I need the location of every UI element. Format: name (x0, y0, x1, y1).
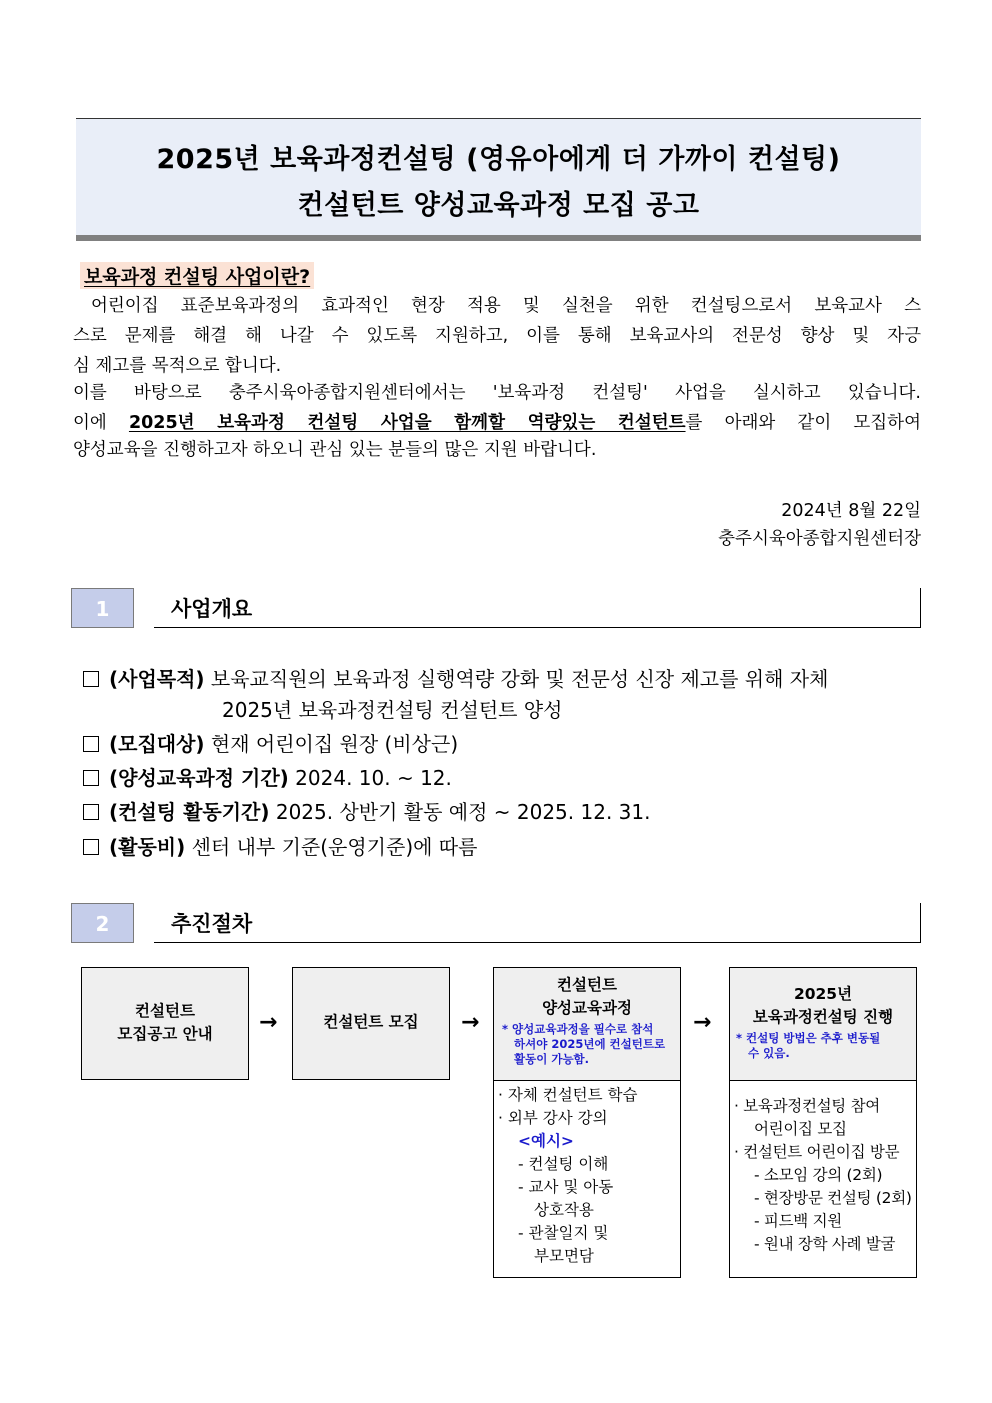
item-text: 2025. 상반기 활동 예정 ~ 2025. 12. 31. (275, 800, 651, 824)
flow-step-2 (292, 967, 450, 1080)
section-number-badge: 2 (71, 903, 134, 943)
checkbox-icon (83, 804, 99, 820)
flow-step-4-details (729, 1080, 917, 1278)
step-line: 컨설턴트 모집 (323, 1013, 419, 1031)
flow-step-4 (729, 967, 917, 1081)
step-line: 2025년 (793, 985, 853, 1003)
item-text: 보육교직원의 보육과정 실행역량 강화 및 전문성 신장 제고를 위해 자체 (210, 667, 829, 691)
checkbox-icon (83, 839, 99, 855)
intro-paragraph-line: 어린이집 표준보육과정의 효과적인 현장 적용 및 실천을 위한 컨설팅으로서 보육교사 스 (91, 296, 921, 316)
flow-step-3 (493, 967, 681, 1081)
intro-paragraph-line (73, 408, 921, 438)
step-note: * 컨설팅 방법은 추후 변동될 수 있음. (736, 1031, 881, 1060)
intro-suffix: 를 아래와 같이 모집하여 (685, 413, 921, 433)
overview-item (83, 796, 650, 825)
flow-step-1 (81, 967, 249, 1080)
section-title: 사업개요 (171, 597, 253, 621)
details-list: · 보육과정컨설팅 참여 어린이집 모집 · 컨설턴트 어린이집 방문 - 소모임 강의 (2회) - 현장방문 컨설팅 (2회) - 피드백 지원 - 원내 장학 사례 발굴 (734, 1097, 912, 1253)
section-title: 추진절차 (171, 912, 253, 936)
step-line: 모집공고 안내 (117, 1025, 213, 1043)
section-underline (154, 903, 921, 943)
title-banner (76, 118, 921, 241)
item-continuation: 2025년 보육과정컨설팅 컨설턴트 양성 (222, 698, 563, 722)
intro-paragraph-line: 심 제고를 목적으로 합니다. (73, 356, 282, 376)
intro-paragraph-line: 이를 바탕으로 충주시육아종합지원센터에서는 '보육과정 컨설팅' 사업을 실시하고 있습니다. (73, 383, 921, 403)
step-line: 보육과정컨설팅 진행 (752, 1008, 894, 1026)
item-label: (사업목적) (109, 667, 205, 691)
title-line-2: 컨설턴트 양성교육과정 모집 공고 (297, 190, 700, 221)
item-label: (양성교육과정 기간) (109, 766, 289, 790)
intro-paragraph-line: 스로 문제를 해결 해 나갈 수 있도록 지원하고, 이를 통해 보육교사의 전문성 향상 및 자긍 (73, 326, 921, 346)
overview-item (83, 762, 452, 791)
step-line: 컨설턴트 (557, 976, 617, 994)
checkbox-icon (83, 770, 99, 786)
title-line-1: 2025년 보육과정컨설팅 (영유아에게 더 가까이 컨설팅) (156, 144, 841, 175)
flow-step-3-details (493, 1080, 681, 1278)
item-text: 현재 어린이집 원장 (비상근) (210, 732, 459, 756)
step-line: 컨설턴트 (135, 1002, 195, 1020)
organization-name: 충주시육아종합지원센터장 (718, 529, 921, 549)
item-text: 2024. 10. ~ 12. (295, 766, 452, 790)
checkbox-icon (83, 671, 99, 687)
overview-item (83, 663, 828, 692)
item-label: (컨설팅 활동기간) (109, 800, 270, 824)
section-underline (154, 588, 921, 628)
overview-item (83, 728, 458, 757)
overview-item (83, 831, 477, 860)
checkbox-icon (83, 736, 99, 752)
intro-paragraph-line: 양성교육을 진행하고자 하오니 관심 있는 분들의 많은 지원 바랍니다. (73, 440, 597, 460)
step-note: * 양성교육과정을 필수로 참석 하셔야 2025년에 컨설턴트로 활동이 가능함. (502, 1022, 666, 1066)
item-label: (활동비) (109, 835, 186, 859)
item-text: 센터 내부 기준(운영기준)에 따름 (191, 835, 478, 859)
intro-emphasis: 2025년 보육과정 컨설팅 사업을 함께할 역량있는 컨설턴트 (128, 413, 686, 433)
intro-prefix: 이에 (73, 413, 107, 433)
arrow-icon: → (259, 1010, 278, 1035)
details-list: · 자체 컨설턴트 학습 · 외부 강사 강의 <예시> - 컨설팅 이해 - 교사 및 아동 상호작용 - 관찰일지 및 부모면담 (498, 1086, 638, 1265)
arrow-icon: → (461, 1010, 480, 1035)
arrow-icon: → (693, 1010, 712, 1035)
intro-heading: 보육과정 컨설팅 사업이란? (80, 262, 314, 289)
step-line: 양성교육과정 (542, 999, 632, 1017)
section-number-badge: 1 (71, 588, 134, 628)
announcement-date: 2024년 8월 22일 (781, 501, 921, 521)
item-label: (모집대상) (109, 732, 205, 756)
